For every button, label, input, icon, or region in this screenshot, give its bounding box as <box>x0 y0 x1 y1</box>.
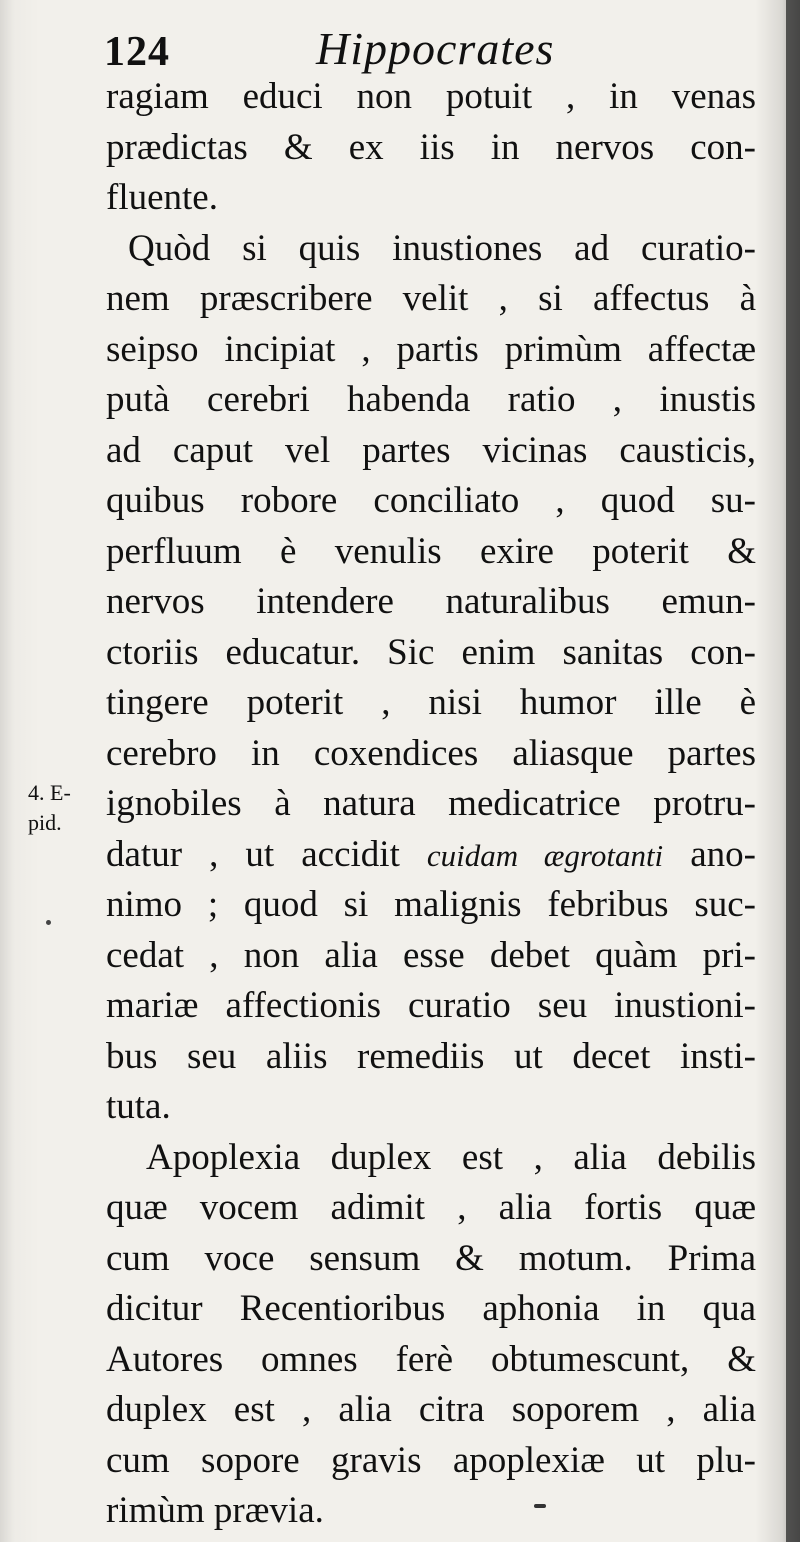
text-line: bus seu aliis remediis ut decet insti- <box>106 1035 756 1077</box>
text-line: tuta. <box>106 1086 171 1127</box>
text-line: perfluum è venulis exire poterit & <box>106 530 756 572</box>
page-binding-shadow <box>786 0 800 1542</box>
text-line: duplex est , alia citra soporem , alia <box>106 1389 756 1430</box>
text-line: cedat , non alia esse debet quàm pri- <box>106 934 756 976</box>
paragraph-first-line: Quòd si quis inustiones ad curatio- <box>128 227 756 269</box>
text-line: seipso incipiat , partis primùm affectæ <box>106 328 756 370</box>
text-line: dicitur Recentioribus aphonia in qua <box>106 1288 756 1329</box>
margin-note-line: pid. <box>28 810 62 835</box>
text-fragment: datur , ut accidit <box>106 833 427 875</box>
italic-fragment: cuidam ægrotanti <box>426 837 664 873</box>
text-fragment: ano- <box>663 833 756 875</box>
text-line: quæ vocem adimit , alia fortis quæ <box>106 1187 756 1228</box>
text-line: nervos intendere naturalibus emun- <box>106 581 756 622</box>
margin-note-line: 4. E- <box>28 780 71 805</box>
text-line: putà cerebri habenda ratio , inustis <box>106 379 756 420</box>
ink-speck <box>46 920 51 925</box>
running-head <box>104 18 724 78</box>
text-line: ctoriis educatur. Sic enim sanitas con- <box>106 631 756 673</box>
text-line: cum sopore gravis apoplexiæ ut plu- <box>106 1439 756 1481</box>
text-line: Autores omnes ferè obtumescunt, & <box>106 1338 756 1380</box>
margin-note <box>28 778 100 838</box>
text-line: mariæ affectionis curatio seu inustioni- <box>106 985 756 1026</box>
text-line: fluente. <box>106 177 218 218</box>
text-line: cum voce sensum & motum. Prima <box>106 1237 756 1279</box>
body-text <box>106 72 756 1537</box>
text-line: ad caput vel partes vicinas causticis, <box>106 429 756 471</box>
paragraph-first-line: Apoplexia duplex est , alia debilis <box>146 1136 756 1178</box>
text-line: nimo ; quod si malignis febribus suc- <box>106 884 756 925</box>
text-line: nem præscribere velit , si affectus à <box>106 278 756 319</box>
text-line: rimùm prævia. <box>106 1490 324 1531</box>
text-line-with-italic <box>106 830 756 881</box>
running-title: Hippocrates <box>316 23 555 74</box>
text-line: cerebro in coxendices aliasque partes <box>106 732 756 774</box>
text-line: ragiam educi non potuit , in venas <box>106 76 756 117</box>
text-line: quibus robore conciliato , quod su- <box>106 480 756 521</box>
text-line: tingere poterit , nisi humor ille è <box>106 682 756 723</box>
page-number: 124 <box>104 29 170 75</box>
ink-mark <box>534 1504 546 1508</box>
text-line: prædictas & ex iis in nervos con- <box>106 126 756 168</box>
text-line: ignobiles à natura medicatrice protru- <box>106 783 756 824</box>
